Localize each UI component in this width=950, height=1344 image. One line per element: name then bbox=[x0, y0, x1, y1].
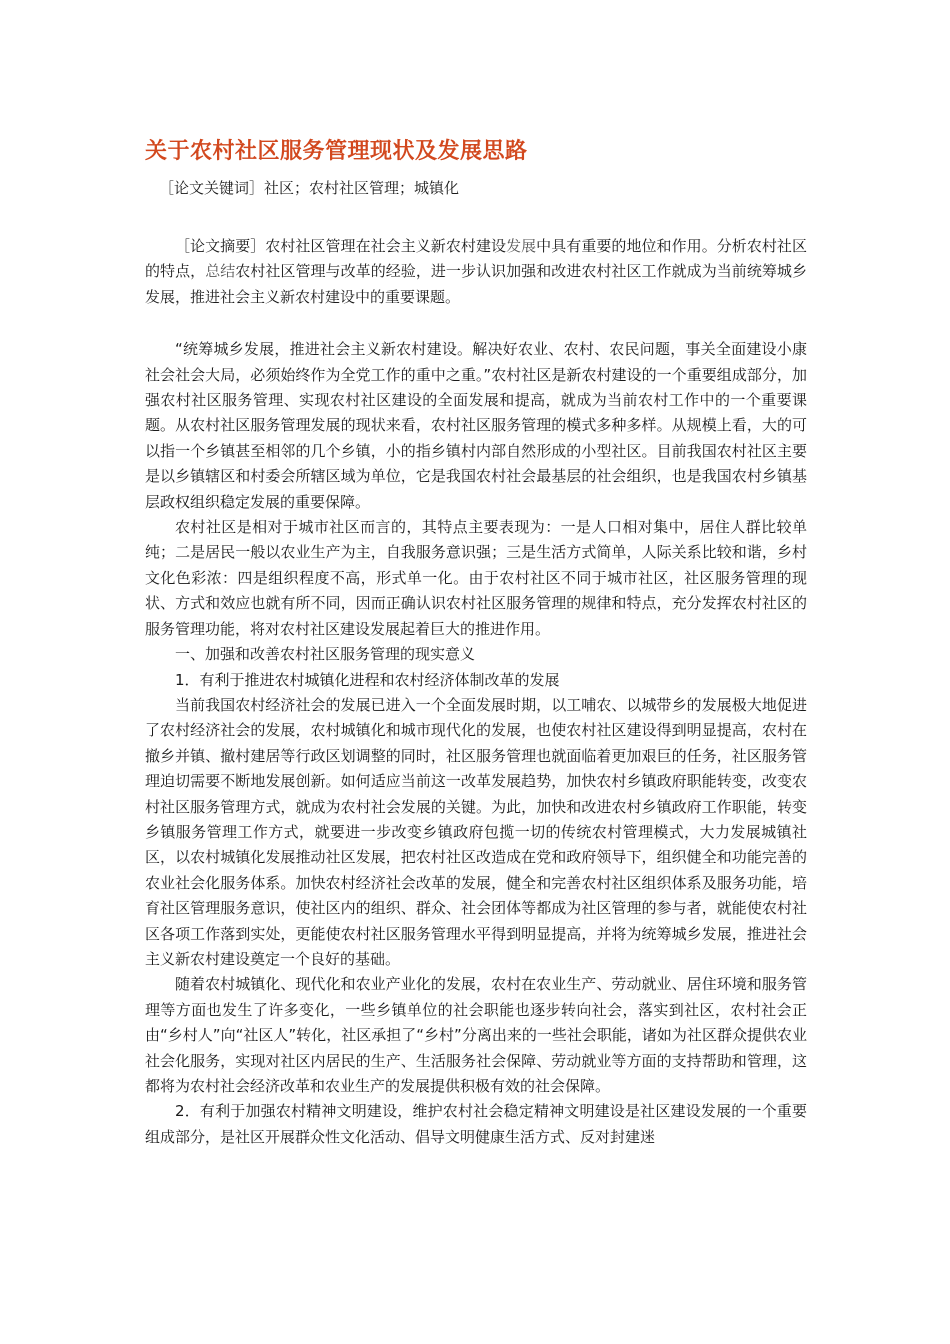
document-title: 关于农村社区服务管理现状及发展思路 bbox=[145, 139, 528, 164]
abstract-prefix: ［论文摘要］农村社区管理在社会主义新农村建设 bbox=[175, 237, 507, 255]
keywords-line: ［论文关键词］社区；农村社区管理；城镇化 bbox=[159, 179, 460, 197]
abstract-rest: 农村社区管理与改革的经验，进一步认识加强和改进农村社区工作就成为当前统筹城乡发展，推进社会主义新农村建设中的重要课题。 bbox=[145, 262, 807, 306]
section-heading-1: 一、加强和改善农村社区服务管理的现实意义 bbox=[175, 645, 476, 664]
abstract-word-zongjie: 总结 bbox=[205, 262, 236, 281]
abstract-word-fazhan: 发展 bbox=[506, 237, 537, 255]
abstract-paragraph bbox=[145, 234, 807, 310]
subsection-2-paragraph: 2．有利于加强农村精神文明建设，维护农村社会稳定精神文明建设是社区建设发展的一个重要组成部分，是社区开展群众性文化活动、倡导文明健康生活方式、反对封建迷 bbox=[145, 1102, 807, 1146]
body-paragraph-1: “统筹城乡发展，推进社会主义新农村建设。解决好农业、农村、农民问题，事关全面建设小康社会社会大局，必须始终作为全党工作的重中之重。”农村社区是新农村建设的一个重要组成部分，加强农村社区服务管理、实现农村社区建设的全面发展和提高，就成为当前农村工作中的一个重要课题。从农村社区服务管理发展的现状来看，农村社区服务管理的模式多种多样。从规模上看，大的可以指一个乡镇甚至相邻的几个乡镇，小的指乡镇村内部自然形成的小型社区。目前我国农村社区主要是以乡镇辖区和村委会所辖区域为单位，它是我国农村社会最基层的社会组织，也是我国农村乡镇基层政权组织稳定发展的重要保障。 bbox=[145, 340, 807, 511]
document-body bbox=[145, 136, 807, 1150]
body-paragraph-2: 农村社区是相对于城市社区而言的，其特点主要表现为：一是人口相对集中，居住人群比较单纯；二是居民一般以农业生产为主，自我服务意识强；三是生活方式简单，人际关系比较和谐，乡村文化色彩浓：四是组织程度不高，形式单一化。由于农村社区不同于城市社区，社区服务管理的现状、方式和效应也就有所不同，因而正确认识农村社区服务管理的规律和特点，充分发挥农村社区的服务管理功能，将对农村社区建设发展起着巨大的推进作用。 bbox=[145, 518, 807, 638]
abstract-middle: 中具有重要的地位和作用。分析农村社区的特点， bbox=[145, 237, 807, 281]
body-paragraph-3: 当前我国农村经济社会的发展已进入一个全面发展时期，以工哺农、以城带乡的发展极大地促进了农村经济社会的发展，农村城镇化和城市现代化的发展，也使农村社区建设得到明显提高，农村在撤乡并镇、撤村建居等行政区划调整的同时，社区服务管理也就面临着更加艰巨的任务，社区服务管理迫切需要不断地发展创新。如何适应当前这一改革发展趋势，加快农村乡镇政府职能转变，改变农村社区服务管理方式，就成为农村社会发展的关键。为此，加快和改进农村乡镇政府工作职能，转变乡镇服务管理工作方式，就要进一步改变乡镇政府包揽一切的传统农村管理模式，大力发展城镇社区，以农村城镇化发展推动社区发展，把农村社区改造成在党和政府领导下，组织健全和功能完善的农业社会化服务体系。加快农村经济社会改革的发展，健全和完善农村社区组织体系及服务功能，培育社区管理服务意识，使社区内的组织、群众、社会团体等都成为社区管理的参与者，就能使农村社区各项工作落到实处，更能使农村社区服务管理水平得到明显提高，并将为统筹城乡发展，推进社会主义新农村建设奠定一个良好的基础。 bbox=[145, 695, 807, 968]
subsection-heading-1: 1．有利于推进农村城镇化进程和农村经济体制改革的发展 bbox=[175, 670, 560, 689]
body-paragraph-4: 随着农村城镇化、现代化和农业产业化的发展，农村在农业生产、劳动就业、居住环境和服务管理等方面也发生了许多变化，一些乡镇单位的社会职能也逐步转向社会，落实到社区，农村社会正由“乡村人”向“社区人”转化，社区承担了“乡村”分离出来的一些社会职能，诸如为社区群众提供农业社会化服务，实现对社区内居民的生产、生活服务社会保障、劳动就业等方面的支持帮助和管理，这都将为农村社会经济改革和农业生产的发展提供积极有效的社会保障。 bbox=[145, 975, 807, 1095]
